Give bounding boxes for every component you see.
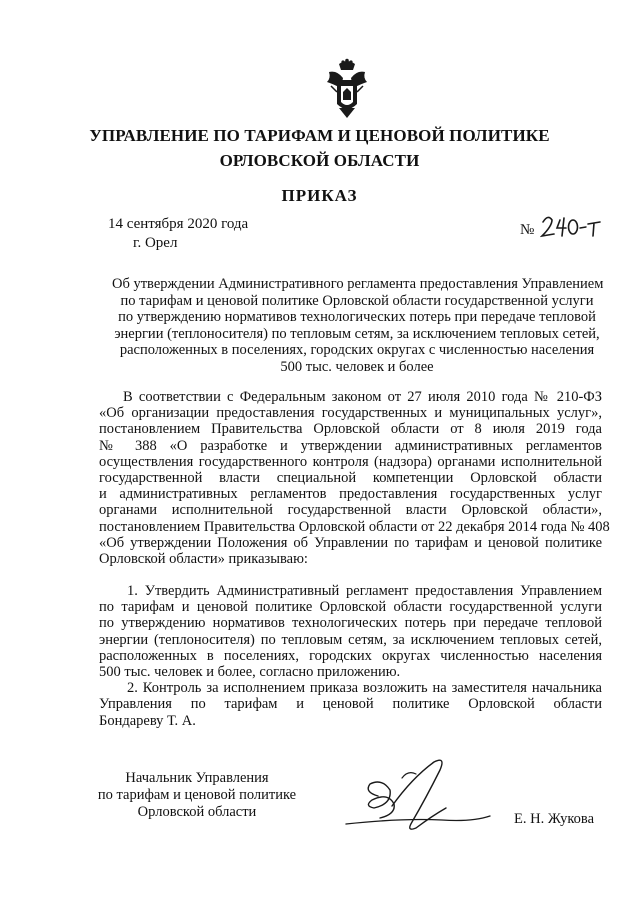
subject-line: по тарифам и ценовой политике Орловской области государственной услуги bbox=[120, 292, 594, 309]
preamble-line: осуществления государственного контроля (надзора) органами исполнительной bbox=[99, 453, 602, 470]
item1-line: энергии (теплоносителя) по тепловым сетям, за исключением тепловых сетей, bbox=[99, 631, 602, 648]
preamble-line: органами исполнительной государственной власти Орловской области», bbox=[99, 502, 602, 519]
document-number-label: № bbox=[520, 222, 535, 238]
organization-name-line1: УПРАВЛЕНИЕ ПО ТАРИФАМ И ЦЕНОВОЙ ПОЛИТИКЕ bbox=[89, 126, 550, 145]
subject-line: расположенных в поселениях, городских округах с численностью населения bbox=[119, 342, 595, 359]
preamble-line: постановлением Правительства Орловской области от 8 июля 2019 года bbox=[99, 421, 602, 438]
subject-line: Об утверждении Административного регламента предоставления Управлением bbox=[112, 276, 604, 292]
organization-name-line2: ОРЛОВСКОЙ ОБЛАСТИ bbox=[219, 151, 420, 170]
item2-line: Управления по тарифам и ценовой политике Орловской области bbox=[99, 696, 602, 713]
preamble-line: «Об утверждении Положения об Управлении по тарифам и ценовой политике bbox=[99, 534, 602, 551]
signer-position-line: Орловской области bbox=[137, 804, 257, 820]
coat-of-arms-icon bbox=[325, 58, 369, 120]
item2-line: 2. Контроль за исполнением приказа возложить на заместителя начальника bbox=[127, 680, 602, 697]
signer-position-line: Начальник Управления bbox=[125, 770, 269, 786]
preamble-line: постановлением Правительства Орловской области от 22 декабря 2014 года № 408 bbox=[99, 518, 610, 535]
subject-line: по утверждению нормативов технологических потерь при передаче тепловой bbox=[118, 309, 596, 326]
subject-line: 500 тыс. человек и более bbox=[280, 358, 434, 375]
preamble-line: В соответствии с Федеральным законом от 27 июля 2010 года № 210-ФЗ bbox=[123, 389, 602, 405]
handwritten-signature-icon bbox=[342, 748, 492, 848]
item1-line: 500 тыс. человек и более, согласно приложению. bbox=[99, 664, 401, 681]
document-city: г. Орел bbox=[133, 235, 178, 251]
subject-line: энергии (теплоносителя) по тепловым сетям, за исключением тепловых сетей, bbox=[114, 325, 600, 342]
signer-position bbox=[92, 770, 302, 821]
preamble-paragraph bbox=[99, 389, 610, 568]
item1-line: 1. Утвердить Административный регламент предоставления Управлением bbox=[127, 583, 602, 599]
preamble-line: Орловской области» приказываю: bbox=[99, 551, 308, 568]
document-type: ПРИКАЗ bbox=[281, 186, 358, 205]
item1-line: по утверждению нормативов технологических потерь при передаче тепловой bbox=[99, 615, 602, 632]
preamble-line: «Об организации предоставления государственных и муниципальных услуг», bbox=[99, 405, 602, 422]
item2-line: Бондареву Т. А. bbox=[99, 712, 196, 729]
item1-line: расположенных в поселениях, городских округах численностью населения bbox=[99, 647, 602, 664]
order-items bbox=[99, 583, 602, 729]
signer-name: Е. Н. Жукова bbox=[514, 811, 595, 827]
document-date: 14 сентября 2020 года bbox=[108, 216, 249, 232]
signer-position-line: по тарифам и ценовой политике bbox=[97, 787, 297, 803]
preamble-line: и административных регламентов предоставления государственных услуг bbox=[99, 486, 602, 503]
preamble-line: № 388 «О разработке и утверждении административных регламентов bbox=[99, 437, 602, 454]
preamble-line: государственной власти специальной компетенции Орловской области bbox=[99, 470, 602, 487]
item1-line: по тарифам и ценовой политике Орловской области государственной услуги bbox=[99, 599, 602, 616]
document-subject bbox=[112, 276, 602, 376]
handwritten-number bbox=[540, 212, 602, 240]
